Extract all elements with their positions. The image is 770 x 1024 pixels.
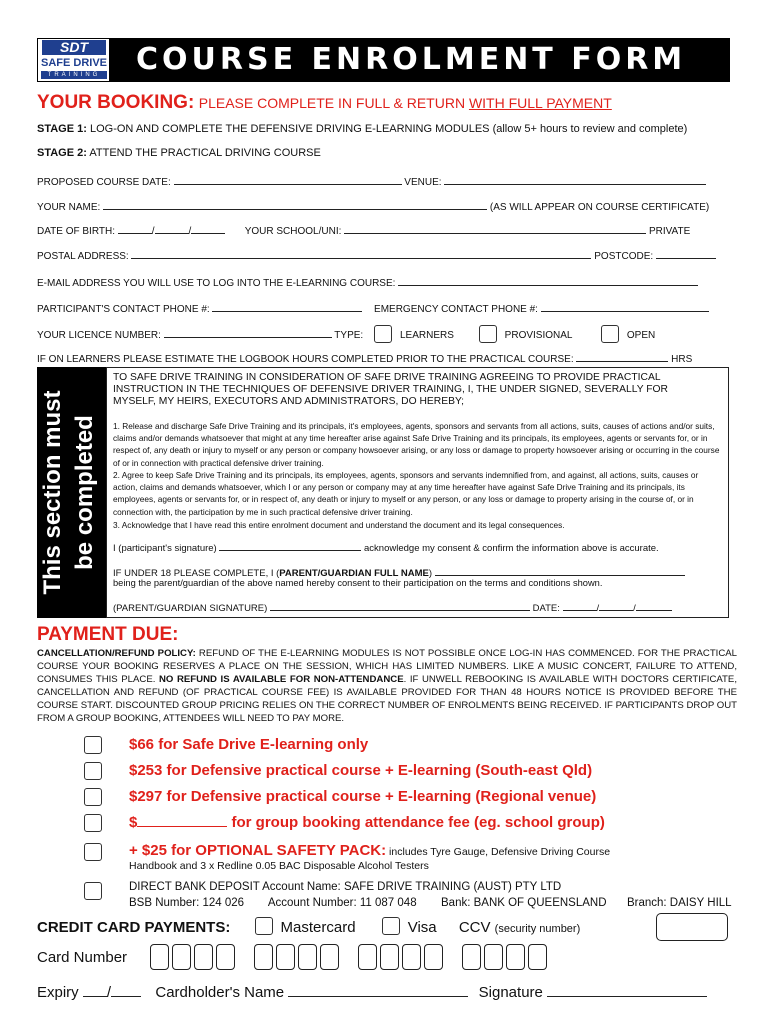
participant-phone-label: PARTICIPANT'S CONTACT PHONE #: [37, 304, 210, 315]
cardholder-field[interactable] [288, 983, 468, 997]
phone-row [37, 301, 709, 315]
email-label: E-MAIL ADDRESS YOU WILL USE TO LOG INTO THE E-LEARNING COURSE: [37, 278, 396, 289]
card-digit-box[interactable] [172, 944, 191, 970]
licence-field[interactable] [164, 327, 332, 338]
card-digit-box[interactable] [506, 944, 525, 970]
parent-consent-text: being the parent/guardian of the above named hereby consent to their participation on the terms and conditions shown. [113, 578, 603, 588]
dob-year-field[interactable] [191, 223, 225, 234]
name-field[interactable] [103, 199, 487, 210]
card-digit-box[interactable] [528, 944, 547, 970]
option-group-checkbox[interactable] [84, 814, 102, 832]
postal-label: POSTAL ADDRESS: [37, 251, 129, 262]
policy-label: CANCELLATION/REFUND POLICY: [37, 648, 196, 659]
provisional-checkbox[interactable] [479, 325, 497, 343]
under18-end: ) [428, 568, 433, 579]
card-digit-box[interactable] [484, 944, 503, 970]
school-field[interactable] [344, 223, 646, 234]
under18-label: IF UNDER 18 PLEASE COMPLETE, I ( [113, 568, 280, 579]
bank-details-line1: DIRECT BANK DEPOSIT Account Name: SAFE DRIVE TRAINING (AUST) PTY LTD [129, 881, 562, 893]
participant-signature-row [113, 540, 659, 554]
date-year-field[interactable] [636, 600, 672, 611]
date-month-field[interactable] [599, 600, 633, 611]
ccv-note: (security number) [494, 923, 581, 935]
option-regional-checkbox[interactable] [84, 788, 102, 806]
option-seqld: $253 for Defensive practical course + E-learning (South-east Qld) [129, 762, 593, 779]
date-day-field[interactable] [563, 600, 597, 611]
signature-label: Signature [478, 984, 543, 1001]
expiry-separator: / [106, 984, 112, 1001]
under18-bold: PARENT/GUARDIAN FULL NAME [279, 568, 429, 579]
school-label: YOUR SCHOOL/UNI: [244, 226, 342, 237]
booking-instruction: PLEASE COMPLETE IN FULL & RETURN [198, 95, 469, 111]
card-digit-box[interactable] [276, 944, 295, 970]
parent-signature-row: (PARENT/GUARDIAN SIGNATURE) DATE: / / [113, 600, 672, 614]
option-elearning: $66 for Safe Drive E-learning only [129, 736, 369, 753]
card-digit-box[interactable] [380, 944, 399, 970]
postcode-field[interactable] [656, 248, 716, 259]
option-group-prefix: $ [129, 814, 138, 831]
logo-subtext: TRAINING [41, 71, 107, 79]
participant-phone-field[interactable] [212, 301, 362, 312]
stage2-text: ATTEND THE PRACTICAL DRIVING COURSE [86, 147, 321, 159]
emergency-phone-label: EMERGENCY CONTACT PHONE #: [374, 304, 538, 315]
participant-signature-label: I (participant's signature) [113, 543, 217, 554]
card-number-label: Card Number [37, 949, 128, 966]
dob-row: DATE OF BIRTH: / / YOUR SCHOOL/UNI: PRIVATE [37, 223, 690, 237]
safety-pack-line2: Handbook and 3 x Redline 0.05 BAC Disposable Alcohol Testers [129, 860, 429, 872]
account-number: Account Number: 11 087 048 [267, 897, 417, 909]
branch-name: Branch: DAISY HILL [626, 897, 732, 909]
visa-checkbox[interactable] [382, 917, 400, 935]
mastercard-checkbox[interactable] [255, 917, 273, 935]
email-row [37, 275, 698, 289]
participant-signature-field[interactable] [219, 540, 361, 551]
card-number-boxes [150, 944, 550, 975]
name-note: (AS WILL APPEAR ON COURSE CERTIFICATE) [489, 202, 710, 213]
card-digit-box[interactable] [402, 944, 421, 970]
ccv-label: CCV [458, 919, 491, 936]
licence-label: YOUR LICENCE NUMBER: [37, 330, 161, 341]
safety-pack-title: + $25 for OPTIONAL SAFETY PACK: [129, 842, 387, 859]
card-digit-box[interactable] [358, 944, 377, 970]
option-regional: $297 for Defensive practical course + E-learning (Regional venue) [129, 788, 597, 805]
bsb-number: BSB Number: 124 026 [129, 897, 245, 909]
card-digit-box[interactable] [150, 944, 169, 970]
open-checkbox[interactable] [601, 325, 619, 343]
participant-signature-tail: acknowledge my consent & confirm the information above is accurate. [364, 543, 659, 554]
course-date-label: PROPOSED COURSE DATE: [37, 177, 171, 188]
mastercard-label: Mastercard [280, 919, 356, 936]
stage2 [37, 147, 321, 159]
option-elearning-checkbox[interactable] [84, 736, 102, 754]
venue-field[interactable] [444, 174, 706, 185]
bank-deposit-checkbox[interactable] [84, 882, 102, 900]
email-field[interactable] [398, 275, 698, 286]
under18-row [113, 565, 685, 579]
waiver-intro: TO SAFE DRIVE TRAINING IN CONSIDERATION OF SAFE DRIVE TRAINING AGREEING TO PROVIDE PRACTICAL INSTRUCTION IN THE TECHNIQUES OF DEFENSIVE DRIVER TRAINING, I, THE UNDER SIGNED, SEVERALLY FOR MYSELF, MY HEIRS, EXECUTORS AND ADMINISTRATORS, DO HEREBY; [113, 372, 668, 407]
expiry-month-field[interactable] [83, 983, 107, 997]
open-label: OPEN [626, 330, 656, 341]
type-label: TYPE: [334, 330, 364, 341]
policy-text-2: . IF UNWELL REBOOKING IS AVAILABLE WITH DOCTORS CERTIFICATE, CANCELLATION AND REFUND (OF PRACTICAL COURSE FEE) IS AVAILABLE PROVIDED FOR THAN 48 HOURS NOTICE IS PROVIDED BEFORE THE COURSE START. DISCOUNTED GROUP PRICING RELIES ON THE CORRECT NUMBER OF ENROLMENTS BEING RECEIVED. IF PARTICIPANTS DROP OUT FROM A GROUP BOOKING, ATTENDEES WILL NEED TO PAY MORE. [37, 674, 737, 724]
safety-pack-includes: includes Tyre Gauge, Defensive Driving Course [386, 846, 611, 858]
card-digit-box[interactable] [424, 944, 443, 970]
parent-name-field[interactable] [435, 565, 685, 576]
date-label: DATE: [532, 603, 560, 614]
card-digit-box[interactable] [320, 944, 339, 970]
waiver-side-text-2: be completed [71, 415, 98, 570]
credit-card-label: CREDIT CARD PAYMENTS: [37, 919, 231, 936]
cardholder-label: Cardholder's Name [155, 984, 285, 1001]
emergency-phone-field[interactable] [541, 301, 709, 312]
stage1-label: STAGE 1: [37, 123, 87, 135]
logbook-row [37, 351, 692, 365]
learners-checkbox[interactable] [374, 325, 392, 343]
logbook-label: IF ON LEARNERS PLEASE ESTIMATE THE LOGBOOK HOURS COMPLETED PRIOR TO THE PRACTICAL COURSE: [37, 354, 574, 365]
expiry-label: Expiry [37, 984, 79, 1001]
postcode-label: POSTCODE: [594, 251, 654, 262]
stage1-text: LOG-ON AND COMPLETE THE DEFENSIVE DRIVING E-LEARNING MODULES (allow 5+ hours to review and complete) [86, 123, 688, 135]
option-safety-pack [129, 842, 610, 860]
learners-label: LEARNERS [399, 330, 454, 341]
logo-text: SAFE DRIVE [41, 57, 108, 69]
option-seqld-checkbox[interactable] [84, 762, 102, 780]
payment-heading: PAYMENT DUE: [37, 624, 179, 645]
name-row [37, 199, 709, 213]
dob-day-field[interactable] [118, 223, 152, 234]
page-title: COURSE ENROLMENT FORM [136, 42, 687, 77]
waiver-clause-2: 2. Agree to keep Safe Drive Training and its principals, its employees, agents, sponsors and servants indemnified from, and against, all actions, suits, causes or action, claims and demands whatsoever, which I or any person or company may at any time hereafter have against Safe Drive Training and its principals, its employees, agents or servants for, or in respect of, any death or injury to myself or any person, or any loss or damage to property arising in the course of, or in connection with, the participation by me in such practical defensive driver training. [113, 470, 699, 517]
bank-name: Bank: BANK OF QUEENSLAND [441, 897, 607, 909]
private-label: PRIVATE [648, 226, 691, 237]
postal-row [37, 248, 716, 262]
waiver-clause-1: 1. Release and discharge Safe Drive Training and its principals, it's employees, agents, sponsors and servants from all actions, suits, causes of actions and/or suits, claims and/or demands whatsoever that might at any time hereafter arise against Safe Drive Training and its principals, its employees, agents or servants for, or in respect of, any death or injury to myself or any person or company howsoever arising, or any loss or damage to property howsoever arising or occurring in the course of or in connection with practical defensive driver training. [113, 421, 720, 468]
parent-signature-field[interactable] [270, 600, 530, 611]
postal-field[interactable] [131, 248, 591, 259]
policy-bold: NO REFUND IS AVAILABLE FOR NON-ATTENDANCE [159, 674, 404, 685]
booking-instruction-emph: WITH FULL PAYMENT [468, 95, 612, 111]
logbook-field[interactable] [576, 351, 668, 362]
waiver-side-banner [37, 367, 106, 618]
group-fee-field[interactable] [137, 816, 227, 827]
card-digit-box[interactable] [254, 944, 273, 970]
parent-signature-label: (PARENT/GUARDIAN SIGNATURE) [113, 603, 268, 614]
refund-policy [37, 647, 737, 725]
name-label: YOUR NAME: [37, 202, 101, 213]
card-digit-box[interactable] [216, 944, 235, 970]
card-digit-box[interactable] [462, 944, 481, 970]
expiry-row [37, 983, 707, 1001]
stage1 [37, 123, 687, 135]
course-date-field[interactable] [174, 174, 402, 185]
option-group [129, 814, 605, 831]
logo [37, 38, 110, 82]
expiry-year-field[interactable] [111, 983, 141, 997]
venue-label: VENUE: [404, 177, 442, 188]
provisional-label: PROVISIONAL [504, 330, 573, 341]
course-date-row [37, 174, 706, 188]
policy-text-1: REFUND OF THE E-LEARNING MODULES IS NOT POSSIBLE ONCE LOG-IN HAS COMMENCED. FOR THE PRACTICAL COURSE YOUR BOOKING RESERVES A PLACE ON THE SESSION, WHICH HAS LIMITED NUMBERS. LIKE A MUSIC CONCERT, FAILURE TO ATTEND, CONSUMES THIS PLACE. [37, 648, 738, 685]
hrs-label: HRS [671, 354, 693, 365]
option-safety-pack-checkbox[interactable] [84, 843, 102, 861]
licence-row [37, 325, 655, 343]
visa-label: Visa [407, 919, 437, 936]
ccv-box[interactable] [656, 913, 728, 941]
booking-label: YOUR BOOKING: [37, 92, 195, 113]
logo-mark: SDT [42, 40, 106, 55]
dob-month-field[interactable] [155, 223, 189, 234]
bank-details-line2 [129, 897, 732, 909]
credit-card-row [37, 917, 580, 936]
waiver-side-text-1: This section must [39, 390, 66, 595]
booking-heading [37, 92, 612, 114]
option-group-text: for group booking attendance fee (eg. school group) [227, 814, 605, 831]
dob-label: DATE OF BIRTH: [37, 226, 115, 237]
signature-field[interactable] [547, 983, 707, 997]
waiver-clause-3: 3. Acknowledge that I have read this entire enrolment document and understand the document and its legal consequences. [113, 520, 565, 530]
stage2-label: STAGE 2: [37, 147, 87, 159]
card-digit-box[interactable] [194, 944, 213, 970]
card-digit-box[interactable] [298, 944, 317, 970]
